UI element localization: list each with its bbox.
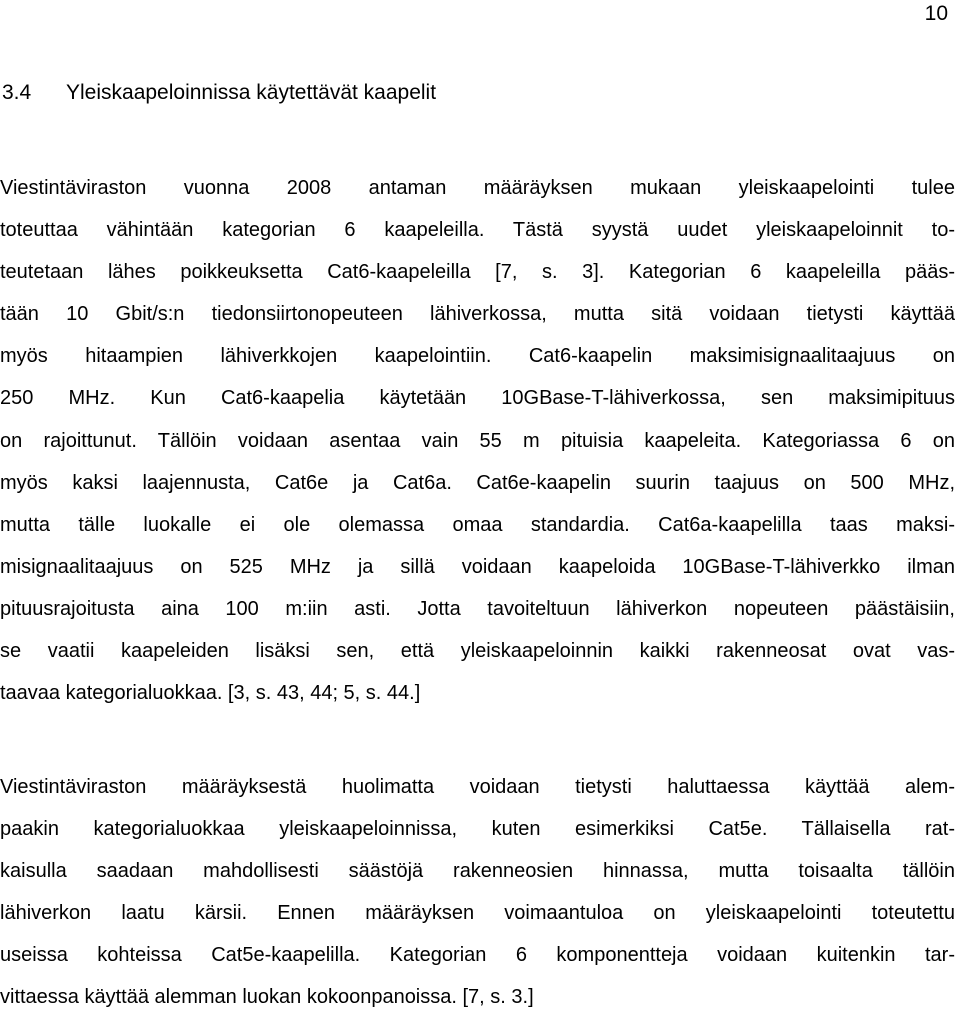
text-line: paakin kategorialuokkaa yleiskaapeloinnissa, kuten esimerkiksi Cat5e. Tällaisella rat- <box>0 818 955 841</box>
text-line: vittaessa käyttää alemman luokan kokoonpanoissa. [7, s. 3.] <box>0 986 534 1009</box>
section-title: Yleiskaapeloinnissa käytettävät kaapelit <box>66 81 437 104</box>
text-line: on rajoittunut. Tällöin voidaan asentaa vain 55 m pituisia kaapeleita. Kategoriassa 6 on <box>0 429 955 452</box>
body-paragraph-1 <box>0 167 955 714</box>
text-line: tään 10 Gbit/s:n tiedonsiirtonopeuteen lähiverkossa, mutta sitä voidaan tietysti käyttää <box>0 303 955 326</box>
section-number: 3.4 <box>2 81 32 104</box>
text-line: teutetaan lähes poikkeuksetta Cat6-kaapeleilla [7, s. 3]. Kategorian 6 kaapeleilla pääs- <box>0 261 955 284</box>
section-heading <box>0 79 436 107</box>
page-number: 10 <box>924 2 948 25</box>
text-line: se vaatii kaapeleiden lisäksi sen, että yleiskaapeloinnin kaikki rakenneosat ovat vas- <box>0 640 955 663</box>
text-line: misignaalitaajuus on 525 MHz ja sillä voidaan kaapeloida 10GBase-T-lähiverkko ilman <box>0 555 955 578</box>
text-line: myös kaksi laajennusta, Cat6e ja Cat6a. Cat6e-kaapelin suurin taajuus on 500 MHz, <box>0 471 955 494</box>
text-line: Viestintäviraston määräyksestä huolimatta voidaan tietysti haluttaessa käyttää alem- <box>0 776 955 798</box>
text-line: pituusrajoitusta aina 100 m:iin asti. Jotta tavoiteltuun lähiverkon nopeuteen päästäisiin, <box>0 597 955 620</box>
text-line: myös hitaampien lähiverkkojen kaapelointiin. Cat6-kaapelin maksimisignaalitaajuus on <box>0 345 955 368</box>
body-paragraph-2 <box>0 766 955 1019</box>
text-line: useissa kohteissa Cat5e-kaapelilla. Kategorian 6 komponentteja voidaan kuitenkin tar- <box>0 944 955 967</box>
text-line: kaisulla saadaan mahdollisesti säästöjä rakenneosien hinnassa, mutta toisaalta tällöin <box>0 860 955 883</box>
text-line: Viestintäviraston vuonna 2008 antaman määräyksen mukaan yleiskaapelointi tulee <box>0 177 955 199</box>
text-line: mutta tälle luokalle ei ole olemassa omaa standardia. Cat6a-kaapelilla taas maksi- <box>0 513 955 536</box>
text-line: lähiverkon laatu kärsii. Ennen määräyksen voimaantuloa on yleiskaapelointi toteutettu <box>0 902 955 925</box>
text-line: 250 MHz. Kun Cat6-kaapelia käytetään 10GBase-T-lähiverkossa, sen maksimipituus <box>0 387 955 410</box>
text-line: toteuttaa vähintään kategorian 6 kaapeleilla. Tästä syystä uudet yleiskaapeloinnit to- <box>0 219 955 242</box>
text-line: taavaa kategorialuokkaa. [3, s. 43, 44; 5, s. 44.] <box>0 682 421 705</box>
